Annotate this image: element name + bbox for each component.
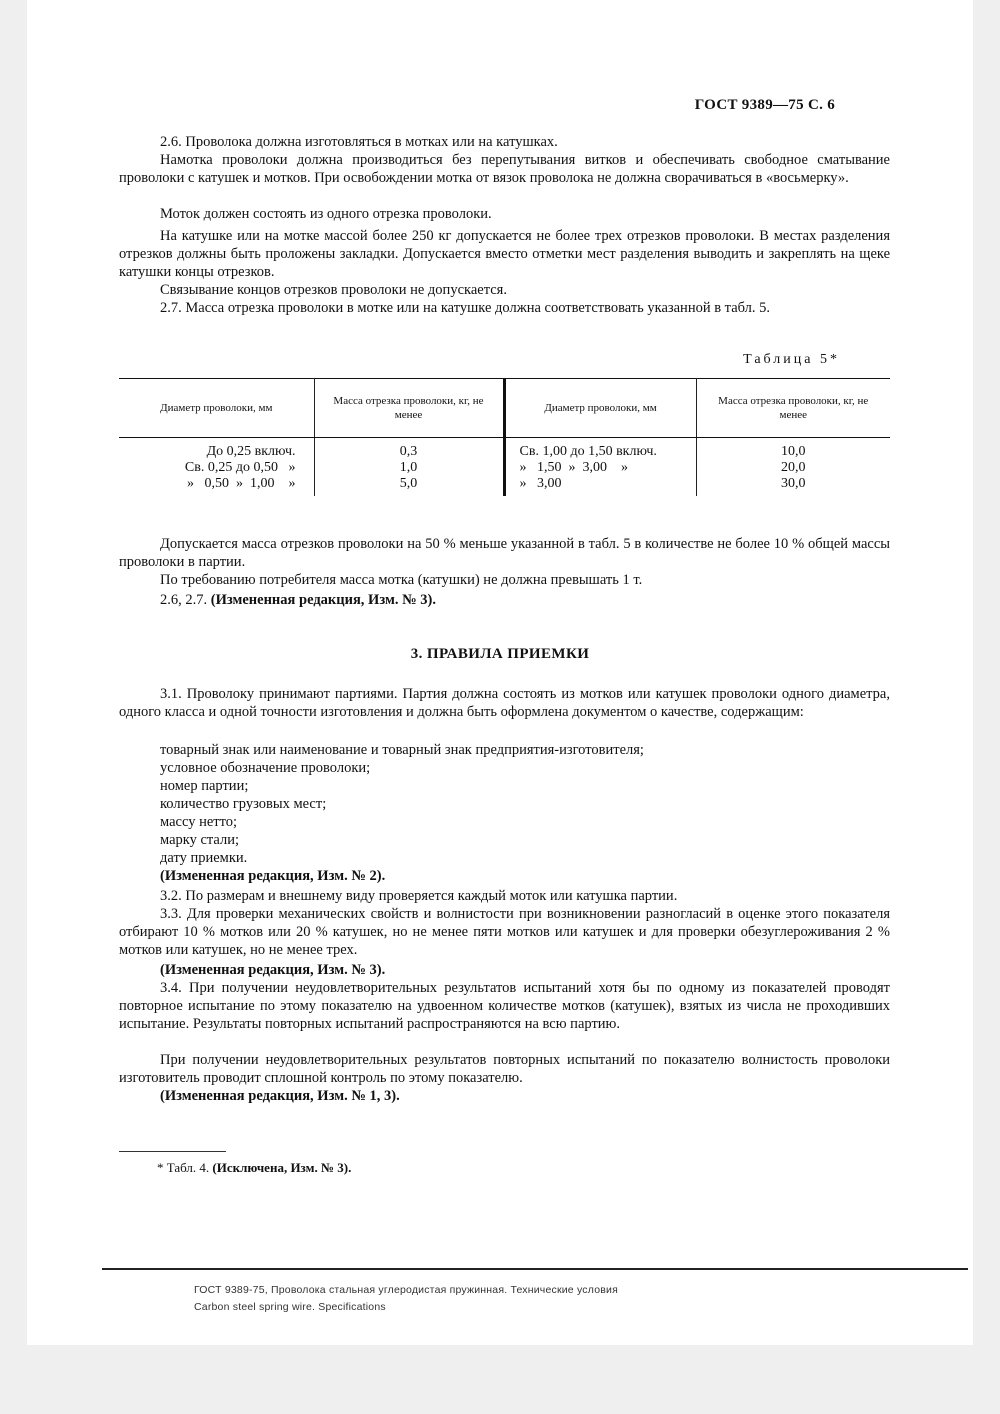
paragraph-tie: Связывание концов отрезков проволоки не допускается. xyxy=(160,282,507,298)
list-item: количество грузовых мест; xyxy=(160,796,327,812)
edit-note-2: (Измененная редакция, Изм. № 2). xyxy=(160,868,386,884)
edit-note-1-3: (Измененная редакция, Изм. № 1, 3). xyxy=(160,1088,400,1104)
col-header-diameter-left: Диаметр проволоки, мм xyxy=(119,379,314,438)
paragraph-consumer: По требованию потребителя масса мотка (катушки) не должна превышать 1 т. xyxy=(160,572,643,588)
paragraph-250kg: На катушке или на мотке массой более 250 кг допускается не более трех отрезков проволоки. В местах разделения отрезков должны быть проложены закладки. Допускается вместо отметки мест разделения выводить и закреплять на щеке катушки концы отрезков. xyxy=(119,228,890,280)
paragraph-wavy: При получении неудовлетворительных результатов повторных испытаний по показателю волнистость проволоки изготовитель проводит сплошной контроль по этому показателю. xyxy=(119,1052,890,1086)
list-item: массу нетто; xyxy=(160,814,238,830)
table-5 xyxy=(119,378,890,496)
paragraph-3-1: 3.1. Проволоку принимают партиями. Партия должна состоять из мотков или катушек проволоки одного диаметра, одного класса и одной точности изготовления и должна быть оформлена документом о качестве, содержащим: xyxy=(119,686,890,720)
cell-diameter-left: До 0,25 включ. Св. 0,25 до 0,50 » » 0,50 » 1,00 » xyxy=(119,438,314,497)
paragraph-edit-note: 2.6, 2.7. (Измененная редакция, Изм. № 3). xyxy=(160,592,436,608)
list-item: дату приемки. xyxy=(160,850,248,866)
list-item: номер партии; xyxy=(160,778,249,794)
paragraph-2-7: 2.7. Масса отрезка проволоки в мотке или на катушке должна соответствовать указанной в табл. 5. xyxy=(160,300,771,316)
paragraph-3-2: 3.2. По размерам и внешнему виду проверяется каждый моток или катушка партии. xyxy=(160,888,678,904)
col-header-mass-right: Масса отрезка проволоки, кг, не менее xyxy=(696,379,890,438)
footer-title-en: Carbon steel spring wire. Specifications xyxy=(194,1301,386,1313)
list-item: марку стали; xyxy=(160,832,240,848)
footer-divider xyxy=(102,1268,968,1270)
page-header: ГОСТ 9389—75 С. 6 xyxy=(694,97,835,113)
paragraph-allowed: Допускается масса отрезков проволоки на 50 % меньше указанной в табл. 5 в количестве не более 10 % общей массы проволоки в партии. xyxy=(119,536,890,570)
paragraph-2-6: 2.6. Проволока должна изготовляться в мотках или на катушках. xyxy=(160,134,558,150)
paragraph-winding: Намотка проволоки должна производиться без перепутывания витков и обеспечивать свободное сматывание проволоки с катушек и мотков. При освобождении мотка от вязок проволока не должна сворачиваться в «восьмерку». xyxy=(119,152,890,186)
list-item: условное обозначение проволоки; xyxy=(160,760,371,776)
footer-title-ru: ГОСТ 9389-75, Проволока стальная углеродистая пружинная. Технические условия xyxy=(194,1284,618,1296)
footnote: * Табл. 4. (Исключена, Изм. № 3). xyxy=(157,1160,352,1175)
col-header-mass-left: Масса отрезка проволоки, кг, не менее xyxy=(314,379,504,438)
footnote-divider xyxy=(119,1151,226,1152)
col-header-diameter-right: Диаметр проволоки, мм xyxy=(504,379,696,438)
table-row xyxy=(119,438,890,497)
list-item: товарный знак или наименование и товарный знак предприятия-изготовителя; xyxy=(160,742,644,758)
paragraph-coil: Моток должен состоять из одного отрезка проволоки. xyxy=(160,206,492,222)
edit-note-3: (Измененная редакция, Изм. № 3). xyxy=(160,962,386,978)
document-page xyxy=(27,0,973,1345)
paragraph-3-3: 3.3. Для проверки механических свойств и волнистости при возникновении разногласий в оценке этого показателя отбирают 10 % мотков или 20 % катушек, но не менее пяти мотков или катушек и для проверки обезуглероживания 2 % мотков или катушек, но не менее трех. xyxy=(119,906,890,958)
paragraph-3-4: 3.4. При получении неудовлетворительных результатов испытаний хотя бы по одному из показателей проводят повторное испытание по этому показателю на удвоенном количестве мотков (катушек), взятых из числа не проходивших испытание. Результаты повторных испытаний распространяются на всю партию. xyxy=(119,980,890,1032)
cell-mass-right: 10,0 20,0 30,0 xyxy=(781,444,806,491)
section-title: 3. ПРАВИЛА ПРИЕМКИ xyxy=(410,646,590,662)
cell-mass-left: 0,3 1,0 5,0 xyxy=(314,438,504,497)
table-caption: Таблица 5* xyxy=(743,352,837,367)
cell-diameter-right: Св. 1,00 до 1,50 включ. » 1,50 » 3,00 » » 3,00 xyxy=(504,438,696,497)
